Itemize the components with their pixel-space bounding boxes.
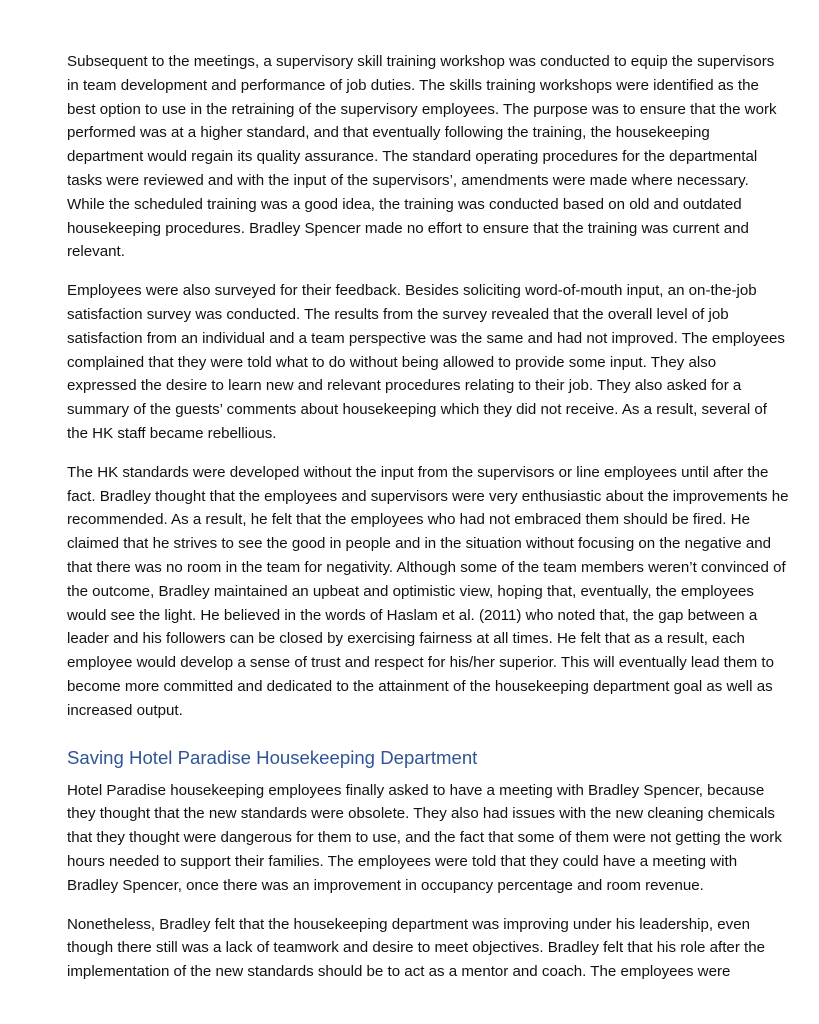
paragraph-employee-meeting: Hotel Paradise housekeeping employees finally asked to have a meeting with Bradley Spencer, because they thought that the new standards were obsolete. They also had issues with the new cleaning chemicals that they thought were dangerous for them to use, and the fact that some of them were not getting the work hours needed to support their families. The employees were told that they could have a meeting with Bradley Spencer, once there was an improvement in occupancy percentage and room revenue. bbox=[67, 781, 782, 894]
paragraph-hk-standards: The HK standards were developed without the input from the supervisors or line employees until after the fact. Bradley thought that the employees and supervisors were very enthusiastic about the improvements he recommended. As a result, he felt that the employees who had not embraced them should be fired. He claimed that he strives to see the good in people and in the situation without focusing on the negative and that there was no room in the team for negativity. Although some of the team members weren’t convinced of the outcome, Bradley maintained an upbeat and optimistic view, hoping that, eventually, the employees would see the light. He believed in the words of Haslam et al. (2011) who noted that, the gap between a leader and his followers can be closed by exercising fairness at all times. He felt that as a result, each employee would develop a sense of trust and respect for his/her superior. This will eventually lead them to become more committed and dedicated to the attainment of the housekeeping department goal as well as increased output. bbox=[67, 463, 789, 719]
paragraph-employee-survey: Employees were also surveyed for their feedback. Besides soliciting word-of-mouth input, an on-the-job satisfaction survey was conducted. The results from the survey revealed that the overall level of job satisfaction from an individual and a team perspective was the same and had not improved. The employees complained that they were told what to do without being allowed to provide some input. They also expressed the desire to learn new and relevant procedures relating to their job. They also asked for a summary of the guests’ comments about housekeeping which they did not receive. As a result, several of the HK staff became rebellious. bbox=[67, 282, 785, 442]
section-heading: Saving Hotel Paradise Housekeeping Department bbox=[67, 746, 478, 768]
document-page bbox=[67, 50, 789, 999]
paragraph-training-workshop: Subsequent to the meetings, a supervisory skill training workshop was conducted to equip the supervisors in team development and performance of job duties. The skills training workshops were identified as the best option to use in the retraining of the supervisory employees. The purpose was to ensure that the work performed was at a higher standard, and that eventually following the training, the housekeeping department would regain its quality assurance. The standard operating procedures for the departmental tasks were reviewed and with the input of the supervisors’, amendments were made where necessary. While the scheduled training was a good idea, the training was conducted based on old and outdated housekeeping procedures. Bradley Spencer made no effort to ensure that the training was current and relevant. bbox=[67, 53, 777, 261]
paragraph-bradley-mentor: Nonetheless, Bradley felt that the housekeeping department was improving under his leadership, even though there still was a lack of teamwork and desire to meet objectives. Bradley felt that his role after the implementation of the new standards should be to act as a mentor and coach. The employees were bbox=[67, 915, 766, 981]
